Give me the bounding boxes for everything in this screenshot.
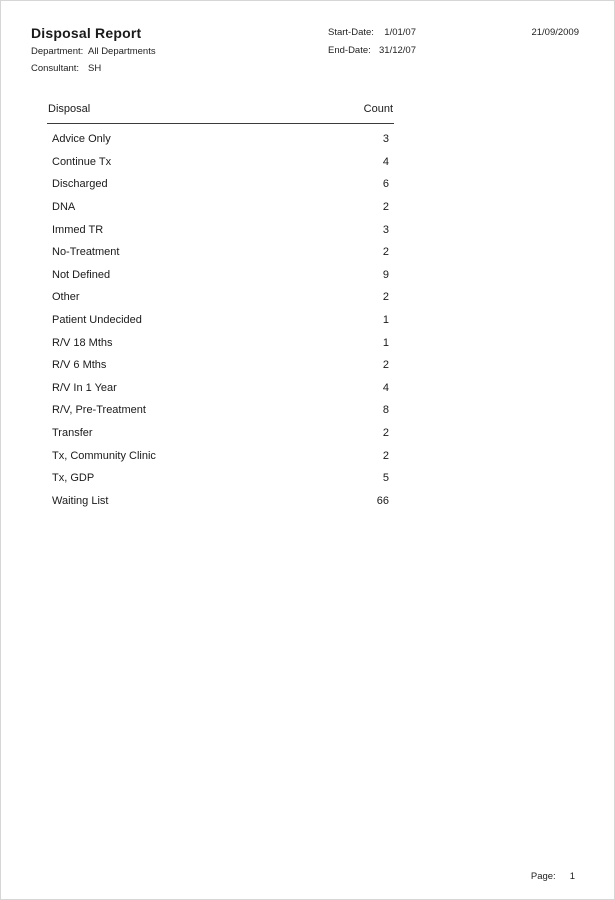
disposal-cell: Waiting List (52, 494, 109, 507)
table-row (47, 241, 394, 264)
page-footer (531, 871, 575, 882)
count-cell: 2 (382, 291, 389, 304)
table-row (47, 218, 394, 241)
count-cell: 2 (382, 201, 389, 214)
table-row (47, 331, 394, 354)
count-cell: 2 (382, 359, 389, 372)
table-header (47, 101, 394, 124)
table-row (47, 422, 394, 445)
table-row (47, 354, 394, 377)
count-cell: 2 (382, 449, 389, 462)
disposal-cell: R/V In 1 Year (52, 381, 117, 394)
count-cell: 2 (382, 246, 389, 259)
print-date: 21/09/2009 (531, 27, 579, 38)
disposal-cell: Immed TR (52, 223, 104, 236)
count-cell: 6 (382, 178, 389, 191)
table-row (47, 377, 394, 400)
disposal-cell: R/V, Pre-Treatment (52, 404, 146, 417)
end-date-label: End-Date: (328, 45, 371, 56)
disposal-cell: Tx, Community Clinic (52, 449, 156, 462)
page-title: Disposal Report (31, 25, 142, 41)
count-cell: 4 (382, 155, 389, 168)
column-header-disposal: Disposal (48, 103, 91, 115)
table-row (47, 399, 394, 422)
column-header-count: Count (363, 103, 393, 115)
consultant-value: SH (88, 63, 102, 74)
table-row (47, 128, 394, 151)
start-date-value: 1/01/07 (384, 27, 416, 38)
disposal-cell: R/V 6 Mths (52, 359, 107, 372)
disposal-cell: Other (52, 291, 80, 304)
table-row (47, 490, 394, 513)
count-cell: 1 (382, 314, 389, 327)
consultant-label: Consultant: (31, 63, 80, 74)
disposal-cell: Transfer (52, 427, 93, 440)
end-date-value: 31/12/07 (379, 45, 416, 56)
table-row (47, 309, 394, 332)
disposal-table (47, 101, 394, 512)
count-cell: 66 (376, 494, 389, 507)
disposal-cell: Tx, GDP (52, 472, 95, 485)
count-cell: 9 (382, 268, 389, 281)
table-body (47, 124, 394, 512)
count-cell: 2 (382, 427, 389, 440)
count-cell: 5 (382, 472, 389, 485)
disposal-cell: No-Treatment (52, 246, 120, 259)
table-row (47, 173, 394, 196)
table-row (47, 444, 394, 467)
table-row (47, 196, 394, 219)
disposal-cell: R/V 18 Mths (52, 336, 113, 349)
count-cell: 1 (382, 336, 389, 349)
disposal-cell: DNA (52, 201, 76, 214)
table-row (47, 467, 394, 490)
disposal-cell: Discharged (52, 178, 108, 191)
department-label: Department: (31, 46, 84, 57)
count-cell: 3 (382, 133, 389, 146)
count-cell: 3 (382, 223, 389, 236)
table-row (47, 151, 394, 174)
department-value: All Departments (88, 46, 156, 57)
disposal-cell: Patient Undecided (52, 314, 142, 327)
start-date-label: Start-Date: (328, 27, 374, 38)
disposal-cell: Advice Only (52, 133, 111, 146)
disposal-cell: Not Defined (52, 268, 111, 281)
count-cell: 8 (382, 404, 389, 417)
disposal-cell: Continue Tx (52, 155, 112, 168)
table-row (47, 264, 394, 287)
table-row (47, 286, 394, 309)
page-label: Page: (530, 871, 556, 882)
page-number: 1 (569, 871, 575, 882)
count-cell: 4 (382, 381, 389, 394)
